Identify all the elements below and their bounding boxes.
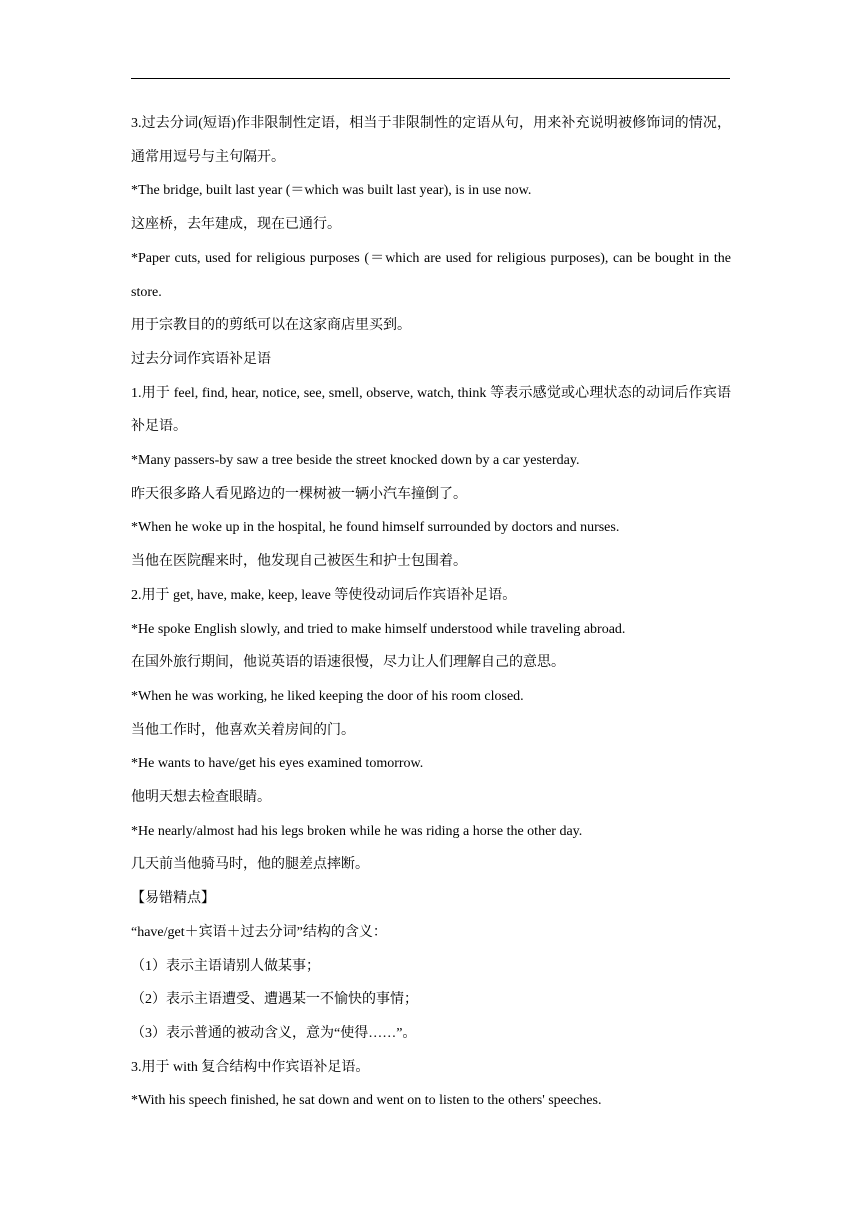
translation-hospital: 当他在医院醒来时，他发现自己被医生和护士包围着。 xyxy=(131,554,467,570)
translation-bridge: 这座桥，去年建成，现在已通行。 xyxy=(131,217,341,233)
header-rule xyxy=(131,78,730,79)
example-passers-by: *Many passers-by saw a tree beside the street knocked down by a car yesterday. xyxy=(131,453,580,469)
example-speech-finished: *With his speech finished, he sat down and went on to listen to the others' speeches. xyxy=(131,1093,602,1109)
paragraph-rule-2-causative-verbs: 2.用于 get, have, make, keep, leave 等使役动词后作宾语补足语。 xyxy=(131,587,517,603)
example-door-closed: *When he was working, he liked keeping the door of his room closed. xyxy=(131,688,524,704)
example-eyes-examined: *He wants to have/get his eyes examined tomorrow. xyxy=(131,756,424,772)
paragraph-rule-1-perception-verbs: 1.用于 feel, find, hear, notice, see, smell, observe, watch, think 等表示感觉或心理状态的动词后作宾语补足语。 xyxy=(131,385,731,435)
example-paper-cuts: *Paper cuts, used for religious purposes (＝which are used for religious purposes), can be bought in the store. xyxy=(131,250,731,300)
note-item-3: （3）表示普通的被动含义，意为“使得……”。 xyxy=(131,1025,417,1041)
example-spoke-english: *He spoke English slowly, and tried to make himself understood while traveling abroad. xyxy=(131,621,626,637)
paragraph-rule-3-with-structure: 3.用于 with 复合结构中作宾语补足语。 xyxy=(131,1059,370,1075)
translation-eyes-examined: 他明天想去检查眼睛。 xyxy=(131,790,271,806)
translation-paper-cuts: 用于宗教目的的剪纸可以在这家商店里买到。 xyxy=(131,318,411,334)
translation-passers-by: 昨天很多路人看见路边的一棵树被一辆小汽车撞倒了。 xyxy=(131,486,467,502)
translation-spoke-english: 在国外旅行期间，他说英语的语速很慢，尽力让人们理解自己的意思。 xyxy=(131,655,565,671)
example-bridge: *The bridge, built last year (＝which was built last year), is in use now. xyxy=(131,183,532,199)
note-item-2: （2）表示主语遭受、遭遇某一不愉快的事情； xyxy=(131,992,418,1008)
note-have-get-structure: “have/get＋宾语＋过去分词”结构的含义： xyxy=(131,924,387,940)
example-hospital: *When he woke up in the hospital, he found himself surrounded by doctors and nurses. xyxy=(131,520,620,536)
translation-legs-broken: 几天前当他骑马时，他的腿差点摔断。 xyxy=(131,857,369,873)
translation-door-closed: 当他工作时，他喜欢关着房间的门。 xyxy=(131,722,355,738)
paragraph-rule-3-nonrestrictive: 3.过去分词(短语)作非限制性定语，相当于非限制性的定语从句，用来补充说明被修饰词的情况，通常用逗号与主句隔开。 xyxy=(131,116,731,165)
section-heading-common-mistakes: 【易错精点】 xyxy=(131,891,215,907)
example-legs-broken: *He nearly/almost had his legs broken while he was riding a horse the other day. xyxy=(131,823,583,839)
section-heading-object-complement: 过去分词作宾语补足语 xyxy=(131,351,271,367)
note-item-1: （1）表示主语请别人做某事； xyxy=(131,958,320,974)
document-body xyxy=(131,107,731,1118)
